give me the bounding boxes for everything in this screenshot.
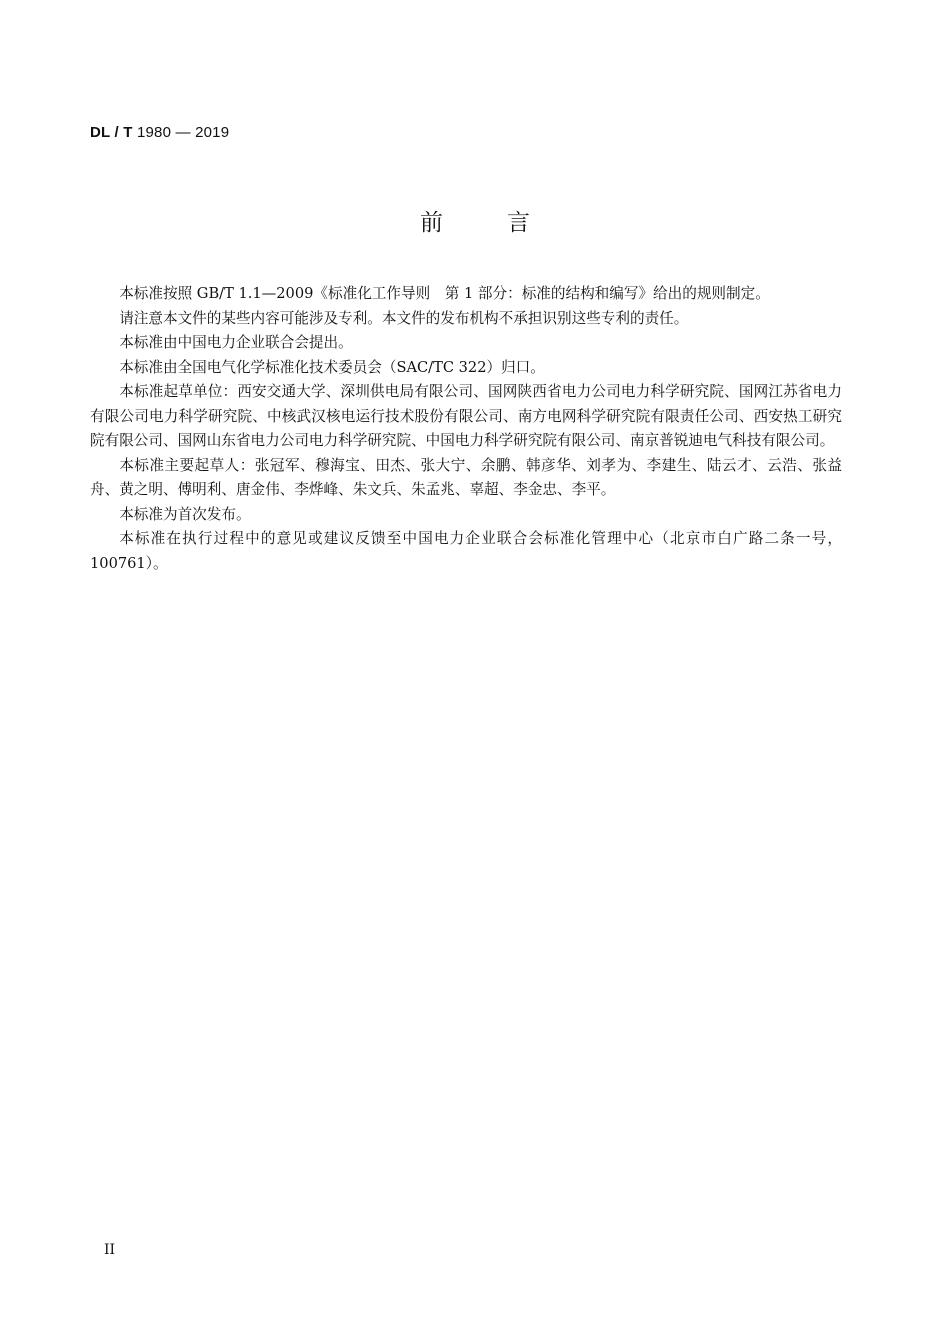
paragraph-first-release: 本标准为首次发布。 (119, 505, 251, 523)
paragraph-drafting-units: 本标准起草单位：西安交通大学、深圳供电局有限公司、国网陕西省电力公司电力科学研究院、国网江苏省电力有限公司电力科学研究院、中核武汉核电运行技术股份有限公司、南方电网科学研究院有限责任公司、西安热工研究院有限公司、国网山东省电力公司电力科学研究院、中国电力科学研究院有限公司、南京普锐迪电气科技有限公司。 (90, 383, 842, 449)
standard-code-header (90, 124, 229, 141)
paragraph-drafting-rules: 本标准按照 GB/T 1.1—2009《标准化工作导则 第 1 部分：标准的结构和编写》给出的规则制定。 (119, 285, 770, 302)
paragraph-patent-notice: 请注意本文件的某些内容可能涉及专利。本文件的发布机构不承担识别这些专利的责任。 (119, 309, 689, 327)
page-number: II (104, 1242, 116, 1258)
title-char-1: 前 (420, 210, 443, 236)
section-title (0, 204, 950, 237)
paragraph-proposer: 本标准由中国电力企业联合会提出。 (119, 334, 353, 351)
standard-code-number: 1980 — 2019 (132, 124, 230, 141)
title-char-2: 言 (507, 210, 530, 236)
preface-body (90, 282, 842, 576)
paragraph-main-drafters: 本标准主要起草人：张冠军、穆海宝、田杰、张大宁、余鹏、韩彦华、刘孝为、李建生、陆云才、云浩、张益舟、黄之明、傅明利、唐金伟、李烨峰、朱文兵、朱孟兆、辜超、李金忠、李平。 (90, 456, 842, 498)
standard-code-prefix: DL / T (90, 124, 133, 141)
paragraph-technical-committee: 本标准由全国电气化学标准化技术委员会（SAC/TC 322）归口。 (119, 358, 545, 376)
paragraph-feedback-contact: 本标准在执行过程中的意见或建议反馈至中国电力企业联合会标准化管理中心（北京市白广路二条一号，100761）。 (90, 530, 842, 572)
